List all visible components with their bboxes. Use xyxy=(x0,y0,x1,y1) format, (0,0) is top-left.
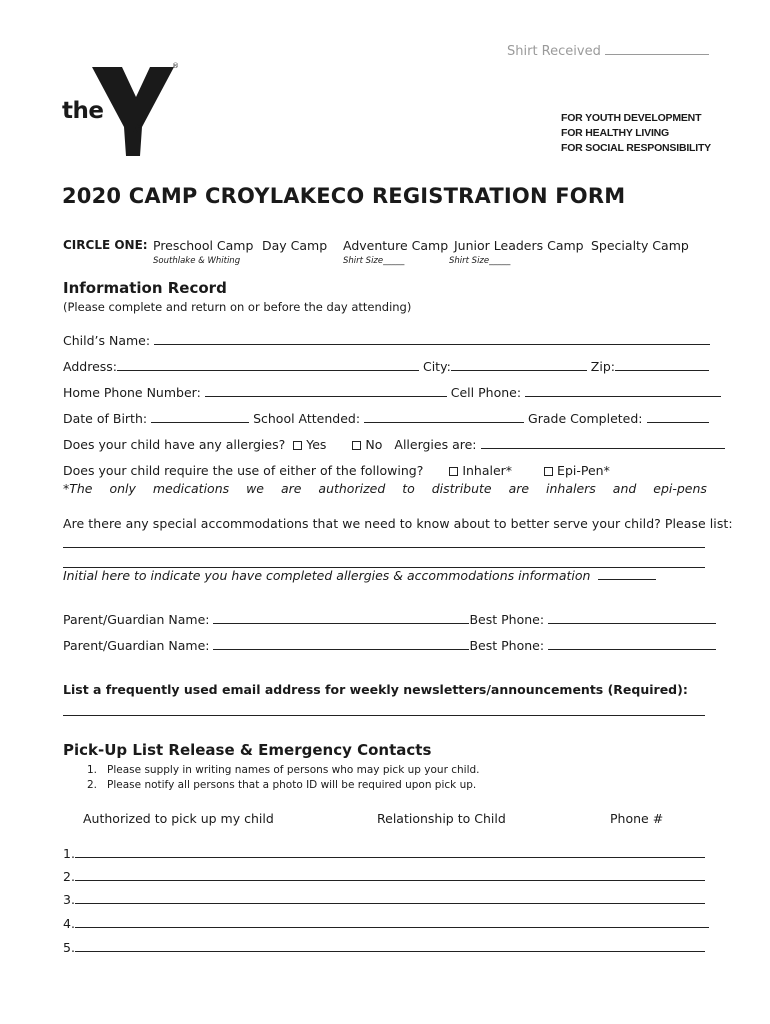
best-phone2-field[interactable] xyxy=(548,638,716,650)
camp-option-day[interactable]: Day Camp xyxy=(262,238,328,253)
city-field[interactable] xyxy=(451,359,587,371)
tagline: FOR HEALTHY LIVING xyxy=(561,127,670,139)
col-relationship: Relationship to Child xyxy=(377,811,506,826)
inhaler-checkbox[interactable] xyxy=(449,467,458,476)
camp-option-junior-leaders[interactable]: Junior Leaders Camp xyxy=(454,238,584,253)
pickup-row xyxy=(63,846,705,861)
cell-phone-field[interactable] xyxy=(525,385,721,397)
address-field[interactable] xyxy=(117,359,419,371)
note-word: distribute xyxy=(431,481,492,496)
accommodations-question: Are there any special accommodations that we need to know about to better serve your child? Please list: xyxy=(63,516,733,531)
parent2-field[interactable] xyxy=(213,638,469,650)
pickup-row-field[interactable] xyxy=(75,940,705,952)
parent1-row xyxy=(63,612,716,627)
pickup-row-number: 1. xyxy=(63,846,75,861)
zip-field[interactable] xyxy=(615,359,709,371)
allergies-yes-label: Yes xyxy=(306,437,327,452)
initial-field[interactable] xyxy=(598,568,656,580)
ymca-y-mark xyxy=(92,62,182,157)
pickup-row xyxy=(63,916,709,931)
pickup-row-field[interactable] xyxy=(75,892,705,904)
best-phone2-label: Best Phone: xyxy=(469,638,545,653)
pickup-heading: Pick-Up List Release & Emergency Contacts xyxy=(63,741,432,759)
child-name-field[interactable] xyxy=(154,333,710,345)
pickup-row-number: 5. xyxy=(63,940,75,955)
camp-option-adventure[interactable]: Adventure Camp xyxy=(343,238,449,253)
allergies-no-label: No xyxy=(365,437,383,452)
initial-label: Initial here to indicate you have completed allergies & accommodations information xyxy=(63,568,591,583)
medication-note xyxy=(63,481,707,496)
address-label: Address: xyxy=(63,359,117,374)
note-word: medications xyxy=(152,481,230,496)
logo-ymca-text: YMCA xyxy=(132,112,150,136)
cell-phone-label: Cell Phone: xyxy=(450,385,522,400)
registered-mark: ® xyxy=(172,62,179,70)
email-label: List a frequently used email address for weekly newsletters/announcements (Required): xyxy=(63,682,688,697)
dob-field[interactable] xyxy=(151,411,249,423)
allergies-field[interactable] xyxy=(481,437,725,449)
pickup-row-field[interactable] xyxy=(75,916,709,928)
address-row xyxy=(63,359,709,374)
epipen-label: Epi-Pen* xyxy=(557,463,610,478)
pickup-row xyxy=(63,940,705,955)
epipen-checkbox[interactable] xyxy=(544,467,553,476)
child-name-row xyxy=(63,333,710,348)
child-name-label: Child’s Name: xyxy=(63,333,151,348)
allergies-are-label: Allergies are: xyxy=(394,437,477,452)
pickup-note-2: 2. Please notify all persons that a photo ID will be required upon pick up. xyxy=(87,779,477,791)
note-word: inhalers xyxy=(546,481,596,496)
note-word: are xyxy=(508,481,530,496)
ymca-logo xyxy=(62,62,182,157)
note-word: are xyxy=(280,481,302,496)
dob-label: Date of Birth: xyxy=(63,411,148,426)
zip-label: Zip: xyxy=(590,359,615,374)
pickup-row-number: 4. xyxy=(63,916,75,931)
col-phone: Phone # xyxy=(610,811,664,826)
note-word: only xyxy=(109,481,136,496)
junior-shirt-size[interactable]: Shirt Size_____ xyxy=(449,256,511,266)
best-phone1-field[interactable] xyxy=(548,612,716,624)
phone-row xyxy=(63,385,721,400)
note-word: to xyxy=(402,481,415,496)
tagline: FOR SOCIAL RESPONSIBILITY xyxy=(561,142,711,154)
pickup-row-field[interactable] xyxy=(75,846,705,858)
dob-row xyxy=(63,411,709,426)
note-word: and xyxy=(612,481,637,496)
camp-option-specialty[interactable]: Specialty Camp xyxy=(591,238,689,253)
info-subheading: (Please complete and return on or before the day attending) xyxy=(63,300,412,314)
camp-option-preschool[interactable]: Preschool Camp xyxy=(153,238,254,253)
inhaler-label: Inhaler* xyxy=(462,463,513,478)
accommodations-line-1[interactable] xyxy=(63,547,705,548)
parent2-label: Parent/Guardian Name: xyxy=(63,638,210,653)
school-label: School Attended: xyxy=(253,411,361,426)
parent1-label: Parent/Guardian Name: xyxy=(63,612,210,627)
allergies-question: Does your child have any allergies? xyxy=(63,437,286,452)
allergies-no-checkbox[interactable] xyxy=(352,441,361,450)
note-word: *The xyxy=(63,481,93,496)
note-word: epi-pens xyxy=(653,481,707,496)
form-title: 2020 CAMP CROYLAKECO REGISTRATION FORM xyxy=(62,184,626,208)
shirt-received-label: Shirt Received xyxy=(507,44,601,59)
shirt-received-field[interactable] xyxy=(605,43,709,55)
initial-row xyxy=(63,568,656,583)
require-question: Does your child require the use of either of the following? xyxy=(63,463,424,478)
pickup-note-1: 1. Please supply in writing names of persons who may pick up your child. xyxy=(87,764,480,776)
pickup-row-number: 3. xyxy=(63,892,75,907)
circle-one-label: CIRCLE ONE: xyxy=(63,238,148,252)
grade-label: Grade Completed: xyxy=(528,411,643,426)
parent1-field[interactable] xyxy=(213,612,469,624)
allergies-yes-checkbox[interactable] xyxy=(293,441,302,450)
preschool-sublabel: Southlake & Whiting xyxy=(153,256,241,266)
best-phone1-label: Best Phone: xyxy=(469,612,545,627)
adventure-shirt-size[interactable]: Shirt Size_____ xyxy=(343,256,405,266)
pickup-row-field[interactable] xyxy=(75,869,705,881)
parent2-row xyxy=(63,638,716,653)
home-phone-label: Home Phone Number: xyxy=(63,385,201,400)
pickup-row xyxy=(63,869,705,884)
shirt-received xyxy=(507,43,709,59)
email-field[interactable] xyxy=(63,715,705,716)
home-phone-field[interactable] xyxy=(205,385,447,397)
taglines xyxy=(561,111,711,156)
pickup-row xyxy=(63,892,705,907)
note-word: authorized xyxy=(318,481,386,496)
school-field[interactable] xyxy=(364,411,524,423)
pickup-row-number: 2. xyxy=(63,869,75,884)
col-authorized: Authorized to pick up my child xyxy=(83,811,274,826)
logo-the: the xyxy=(62,98,104,124)
info-heading: Information Record xyxy=(63,279,227,297)
city-label: City: xyxy=(422,359,451,374)
require-row xyxy=(63,463,610,478)
tagline: FOR YOUTH DEVELOPMENT xyxy=(561,112,702,124)
grade-field[interactable] xyxy=(647,411,709,423)
allergies-row xyxy=(63,437,725,452)
note-word: we xyxy=(246,481,264,496)
